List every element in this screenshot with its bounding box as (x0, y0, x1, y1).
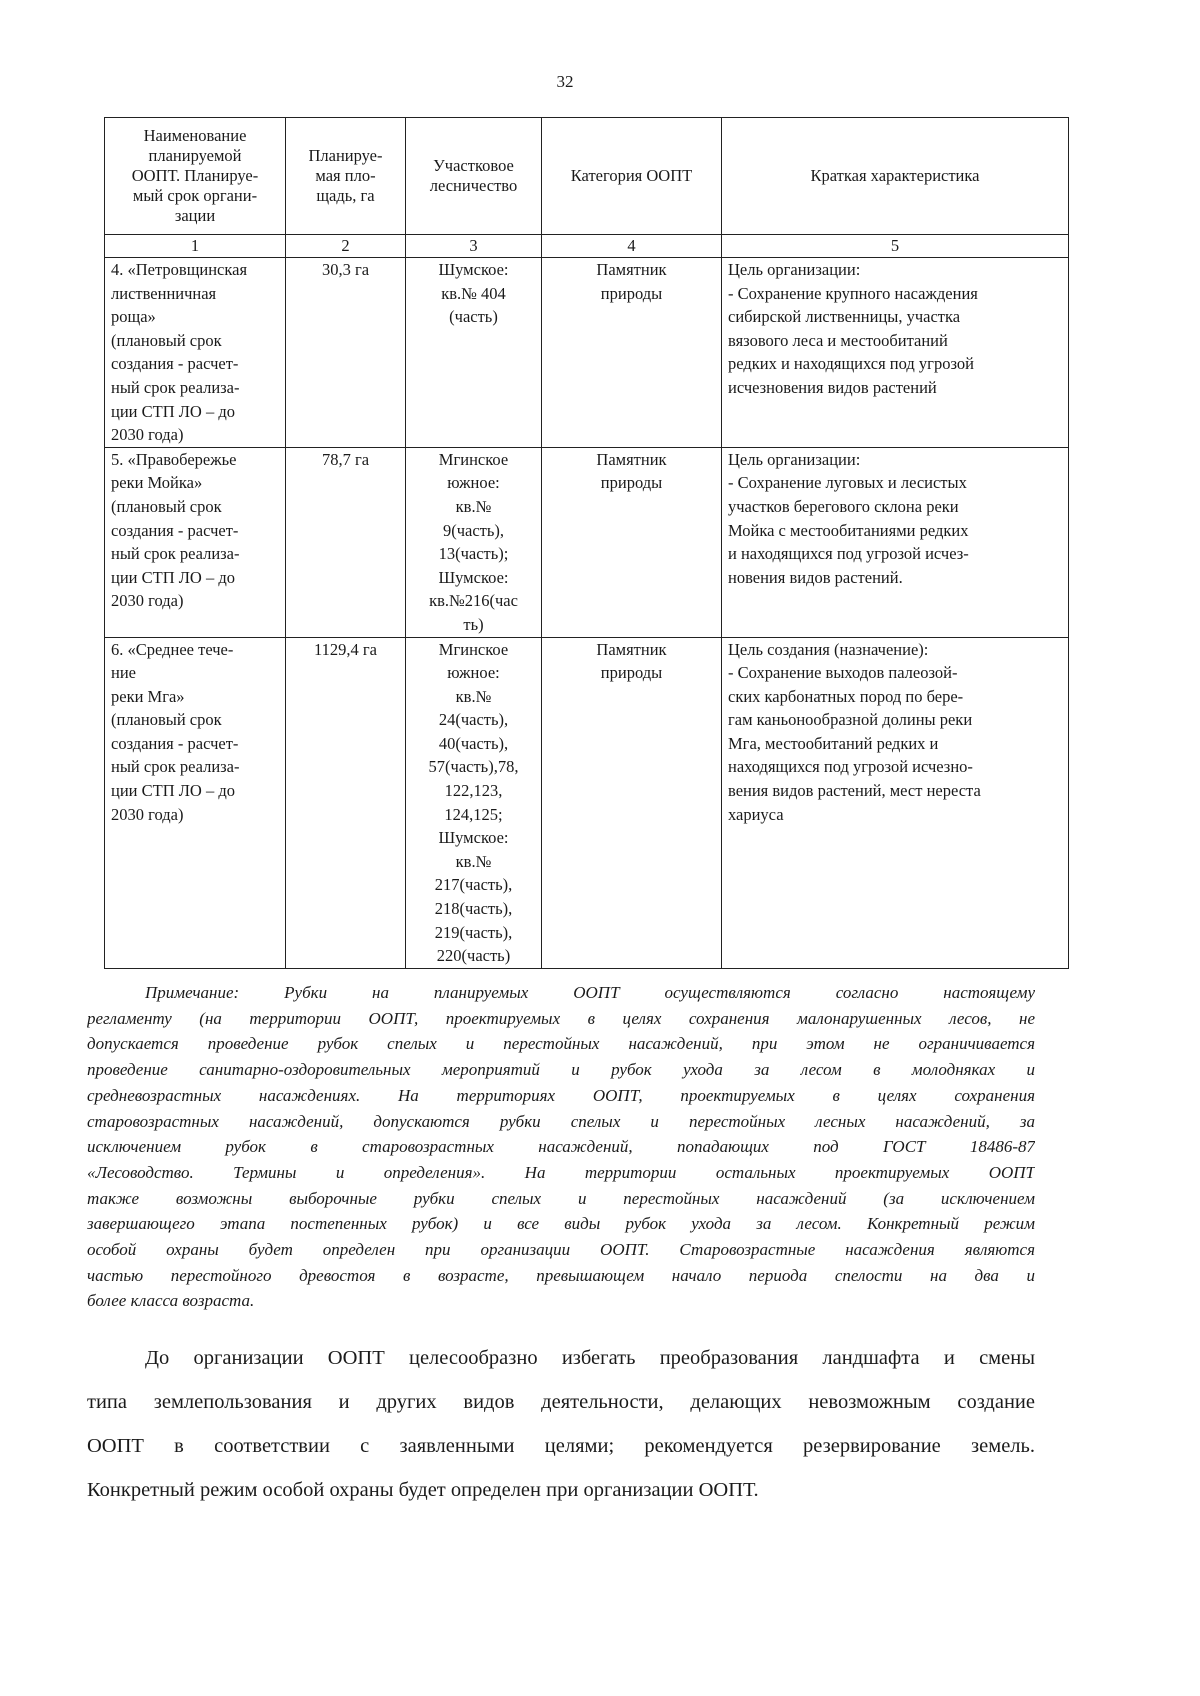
table-row (105, 637, 1069, 968)
cell-text-line: создания - расчет- (111, 354, 239, 374)
cell-text-line: лиственничная (111, 283, 217, 303)
header-area (286, 118, 406, 235)
cell-text-line: мая пло- (315, 166, 376, 185)
cell-text-line: (плановый срок (111, 710, 222, 730)
text-line: Конкретный режим особой охраны будет определен при организации ООПТ. (87, 1479, 759, 1501)
table-row (105, 447, 1069, 637)
cell-text-line: 40(часть), (438, 733, 509, 753)
cell-text-line: роща» (111, 307, 156, 327)
cell-text-line: ние (111, 663, 136, 683)
header-category (542, 118, 722, 235)
cell-text-line: кв.№ (455, 496, 492, 516)
cell-text-line: 122,123, (444, 781, 503, 801)
cell-text-line: вязового леса и местообитаний (728, 330, 948, 350)
cell-text-line: - Сохранение крупного насаждения (728, 283, 978, 303)
text-line: регламенту (на территории ООПТ, проектируемых в целях сохранения малонарушенных лесов, не (87, 1008, 1035, 1028)
cell-text-line: вения видов растений, мест нереста (728, 781, 981, 801)
cell-text-line: ции СТП ЛО – до (111, 567, 235, 587)
cell-text-line: - Сохранение луговых и лесистых (728, 473, 967, 493)
cell-text-line: мый срок органи- (132, 186, 258, 205)
cell-text-line: гам каньонообразной долины реки (728, 710, 973, 730)
column-number-row (105, 235, 1069, 258)
table-note (87, 980, 1035, 1314)
cell-text-line: южное: (447, 663, 500, 683)
cell-text-line: сибирской лиственницы, участка (728, 307, 961, 327)
cell-text-line: ООПТ. Планируе- (131, 166, 259, 185)
body-paragraph (87, 1336, 1035, 1512)
cell-text-line: Участковое (433, 156, 514, 175)
cell-description (722, 447, 1069, 637)
cell-text-line: участков берегового склона реки (728, 496, 959, 516)
header-description (722, 118, 1069, 235)
cell-description (722, 637, 1069, 968)
column-number: 2 (286, 235, 406, 258)
cell-text-line: ный срок реализа- (111, 377, 240, 397)
cell-forestry (406, 258, 542, 448)
cell-text-line: Краткая характеристика (810, 166, 980, 185)
text-line: средневозрастных насаждениях. На территориях ООПТ, проектируемых в целях сохранения (87, 1085, 1035, 1105)
text-line: завершающего этапа постепенных рубок) и все виды рубок ухода за лесом. Конкретный режим (87, 1214, 1035, 1234)
cell-text-line: 218(часть), (434, 899, 513, 919)
cell-text-line: природы (600, 473, 663, 493)
cell-text-line: 1129,4 га (314, 639, 377, 659)
cell-area (286, 447, 406, 637)
cell-text-line: 220(часть) (436, 946, 511, 966)
cell-forestry (406, 637, 542, 968)
cell-text-line: Шумское: (438, 828, 509, 848)
cell-text-line: ции СТП ЛО – до (111, 401, 235, 421)
cell-text-line: Памятник (596, 260, 667, 279)
cell-text-line: находящихся под угрозой исчезно- (728, 757, 973, 777)
cell-text-line: зации (174, 206, 216, 225)
cell-category (542, 447, 722, 637)
cell-text-line: Памятник (596, 639, 667, 659)
text-line: ООПТ в соответствии с заявленными целями; рекомендуется резервирование земель. (87, 1435, 1035, 1457)
page-number: 32 (556, 72, 574, 91)
column-number: 3 (406, 235, 542, 258)
cell-text-line: Категория ООПТ (570, 166, 693, 185)
cell-text-line: - Сохранение выходов палеозой- (728, 663, 958, 683)
cell-text-line: Шумское: (438, 260, 509, 279)
cell-text-line: Цель организации: (728, 260, 861, 279)
cell-text-line: 5. «Правобережье (111, 449, 237, 469)
cell-text-line: 78,7 га (321, 449, 370, 469)
cell-text-line: 4. «Петровщинская (111, 260, 248, 279)
table-row (105, 258, 1069, 448)
column-number: 5 (722, 235, 1069, 258)
column-number: 4 (542, 235, 722, 258)
cell-text-line: создания - расчет- (111, 733, 239, 753)
cell-text-line: ный срок реализа- (111, 757, 240, 777)
cell-name (105, 258, 286, 448)
cell-text-line: 219(часть), (434, 922, 513, 942)
cell-text-line: Мойка с местообитаниями редких (728, 520, 969, 540)
text-line: более класса возраста. (87, 1291, 255, 1311)
cell-text-line: (плановый срок (111, 496, 222, 516)
cell-area (286, 637, 406, 968)
cell-text-line: ских карбонатных пород по бере- (728, 686, 964, 706)
text-line: проведение санитарно-оздоровительных мероприятий и рубок ухода за лесом в молодняках и (87, 1060, 1035, 1080)
cell-text-line: природы (600, 283, 663, 303)
text-line: особой охраны будет определен при организации ООПТ. Старовозрастные насаждения являются (87, 1240, 1035, 1260)
text-line: исключением рубок в старовозрастных насаждений, попадающих под ГОСТ 18486-87 (87, 1137, 1035, 1157)
cell-text-line: 30,3 га (321, 260, 370, 279)
text-line: также возможны выборочные рубки спелых и перестойных насаждений (за исключением (87, 1188, 1035, 1208)
cell-text-line: исчезновения видов растений (728, 377, 937, 397)
cell-text-line: Мга, местообитаний редких и (728, 733, 939, 753)
cell-category (542, 258, 722, 448)
cell-text-line: 24(часть), (438, 710, 509, 730)
cell-text-line: создания - расчет- (111, 520, 239, 540)
oopt-table (104, 117, 1069, 969)
cell-forestry (406, 447, 542, 637)
cell-text-line: хариуса (728, 804, 784, 824)
cell-text-line: кв.№ 404 (441, 283, 506, 303)
cell-text-line: новения видов растений. (728, 567, 903, 587)
cell-text-line: Мгинское (438, 639, 509, 659)
cell-text-line: реки Мга» (111, 686, 185, 706)
text-line: допускается проведение рубок спелых и перестойных насаждений, при этом не ограничивается (87, 1034, 1035, 1054)
cell-text-line: и находящихся под угрозой исчез- (728, 544, 969, 564)
cell-text-line: 9(часть), (442, 520, 505, 540)
cell-text-line: кв.№ (455, 851, 492, 871)
cell-text-line: Наименование (143, 126, 247, 145)
cell-text-line: 2030 года) (111, 425, 184, 445)
cell-text-line: Планируе- (308, 146, 383, 165)
cell-text-line: кв.№ (455, 686, 492, 706)
cell-text-line: 2030 года) (111, 804, 184, 824)
cell-text-line: планируемой (148, 146, 242, 165)
cell-area (286, 258, 406, 448)
cell-name (105, 637, 286, 968)
text-line: типа землепользования и других видов деятельности, делающих невозможным создание (87, 1391, 1035, 1413)
cell-text-line: 13(часть); (438, 544, 509, 564)
cell-name (105, 447, 286, 637)
table-header-row (105, 118, 1069, 235)
column-number: 1 (105, 235, 286, 258)
cell-text-line: Цель организации: (728, 449, 861, 469)
cell-text-line: реки Мойка» (111, 473, 203, 493)
cell-text-line: (плановый срок (111, 330, 222, 350)
cell-text-line: Памятник (596, 449, 667, 469)
text-line: старовозрастных насаждений, допускаются рубки спелых и перестойных лесных насаждений, за (87, 1111, 1035, 1131)
cell-text-line: щадь, га (316, 186, 375, 205)
cell-text-line: 57(часть),78, (428, 757, 519, 777)
cell-description (722, 258, 1069, 448)
cell-text-line: (часть) (449, 307, 498, 327)
cell-text-line: ть) (463, 614, 484, 634)
cell-text-line: лесничество (429, 176, 518, 195)
cell-text-line: 2030 года) (111, 591, 184, 611)
cell-text-line: ный срок реализа- (111, 544, 240, 564)
cell-text-line: кв.№216(час (429, 591, 518, 611)
text-line: До организации ООПТ целесообразно избегать преобразования ландшафта и смены (145, 1347, 1035, 1369)
cell-text-line: южное: (447, 473, 500, 493)
cell-text-line: природы (600, 663, 663, 683)
cell-text-line: 217(часть), (434, 875, 513, 895)
text-line: Примечание: Рубки на планируемых ООПТ осуществляются согласно настоящему (145, 983, 1035, 1002)
cell-text-line: 124,125; (444, 804, 503, 824)
header-name (105, 118, 286, 235)
text-line: частью перестойного древостоя в возрасте, превышающем начало периода спелости на два и (87, 1265, 1035, 1285)
cell-text-line: Шумское: (438, 567, 509, 587)
text-line: «Лесоводство. Термины и определения». На территории остальных проектируемых ООПТ (87, 1162, 1035, 1182)
cell-category (542, 637, 722, 968)
cell-text-line: Цель создания (назначение): (728, 639, 929, 659)
cell-text-line: ции СТП ЛО – до (111, 781, 235, 801)
cell-text-line: Мгинское (438, 449, 509, 469)
cell-text-line: 6. «Среднее тече- (111, 639, 234, 659)
cell-text-line: редких и находящихся под угрозой (728, 354, 974, 374)
header-forestry (406, 118, 542, 235)
